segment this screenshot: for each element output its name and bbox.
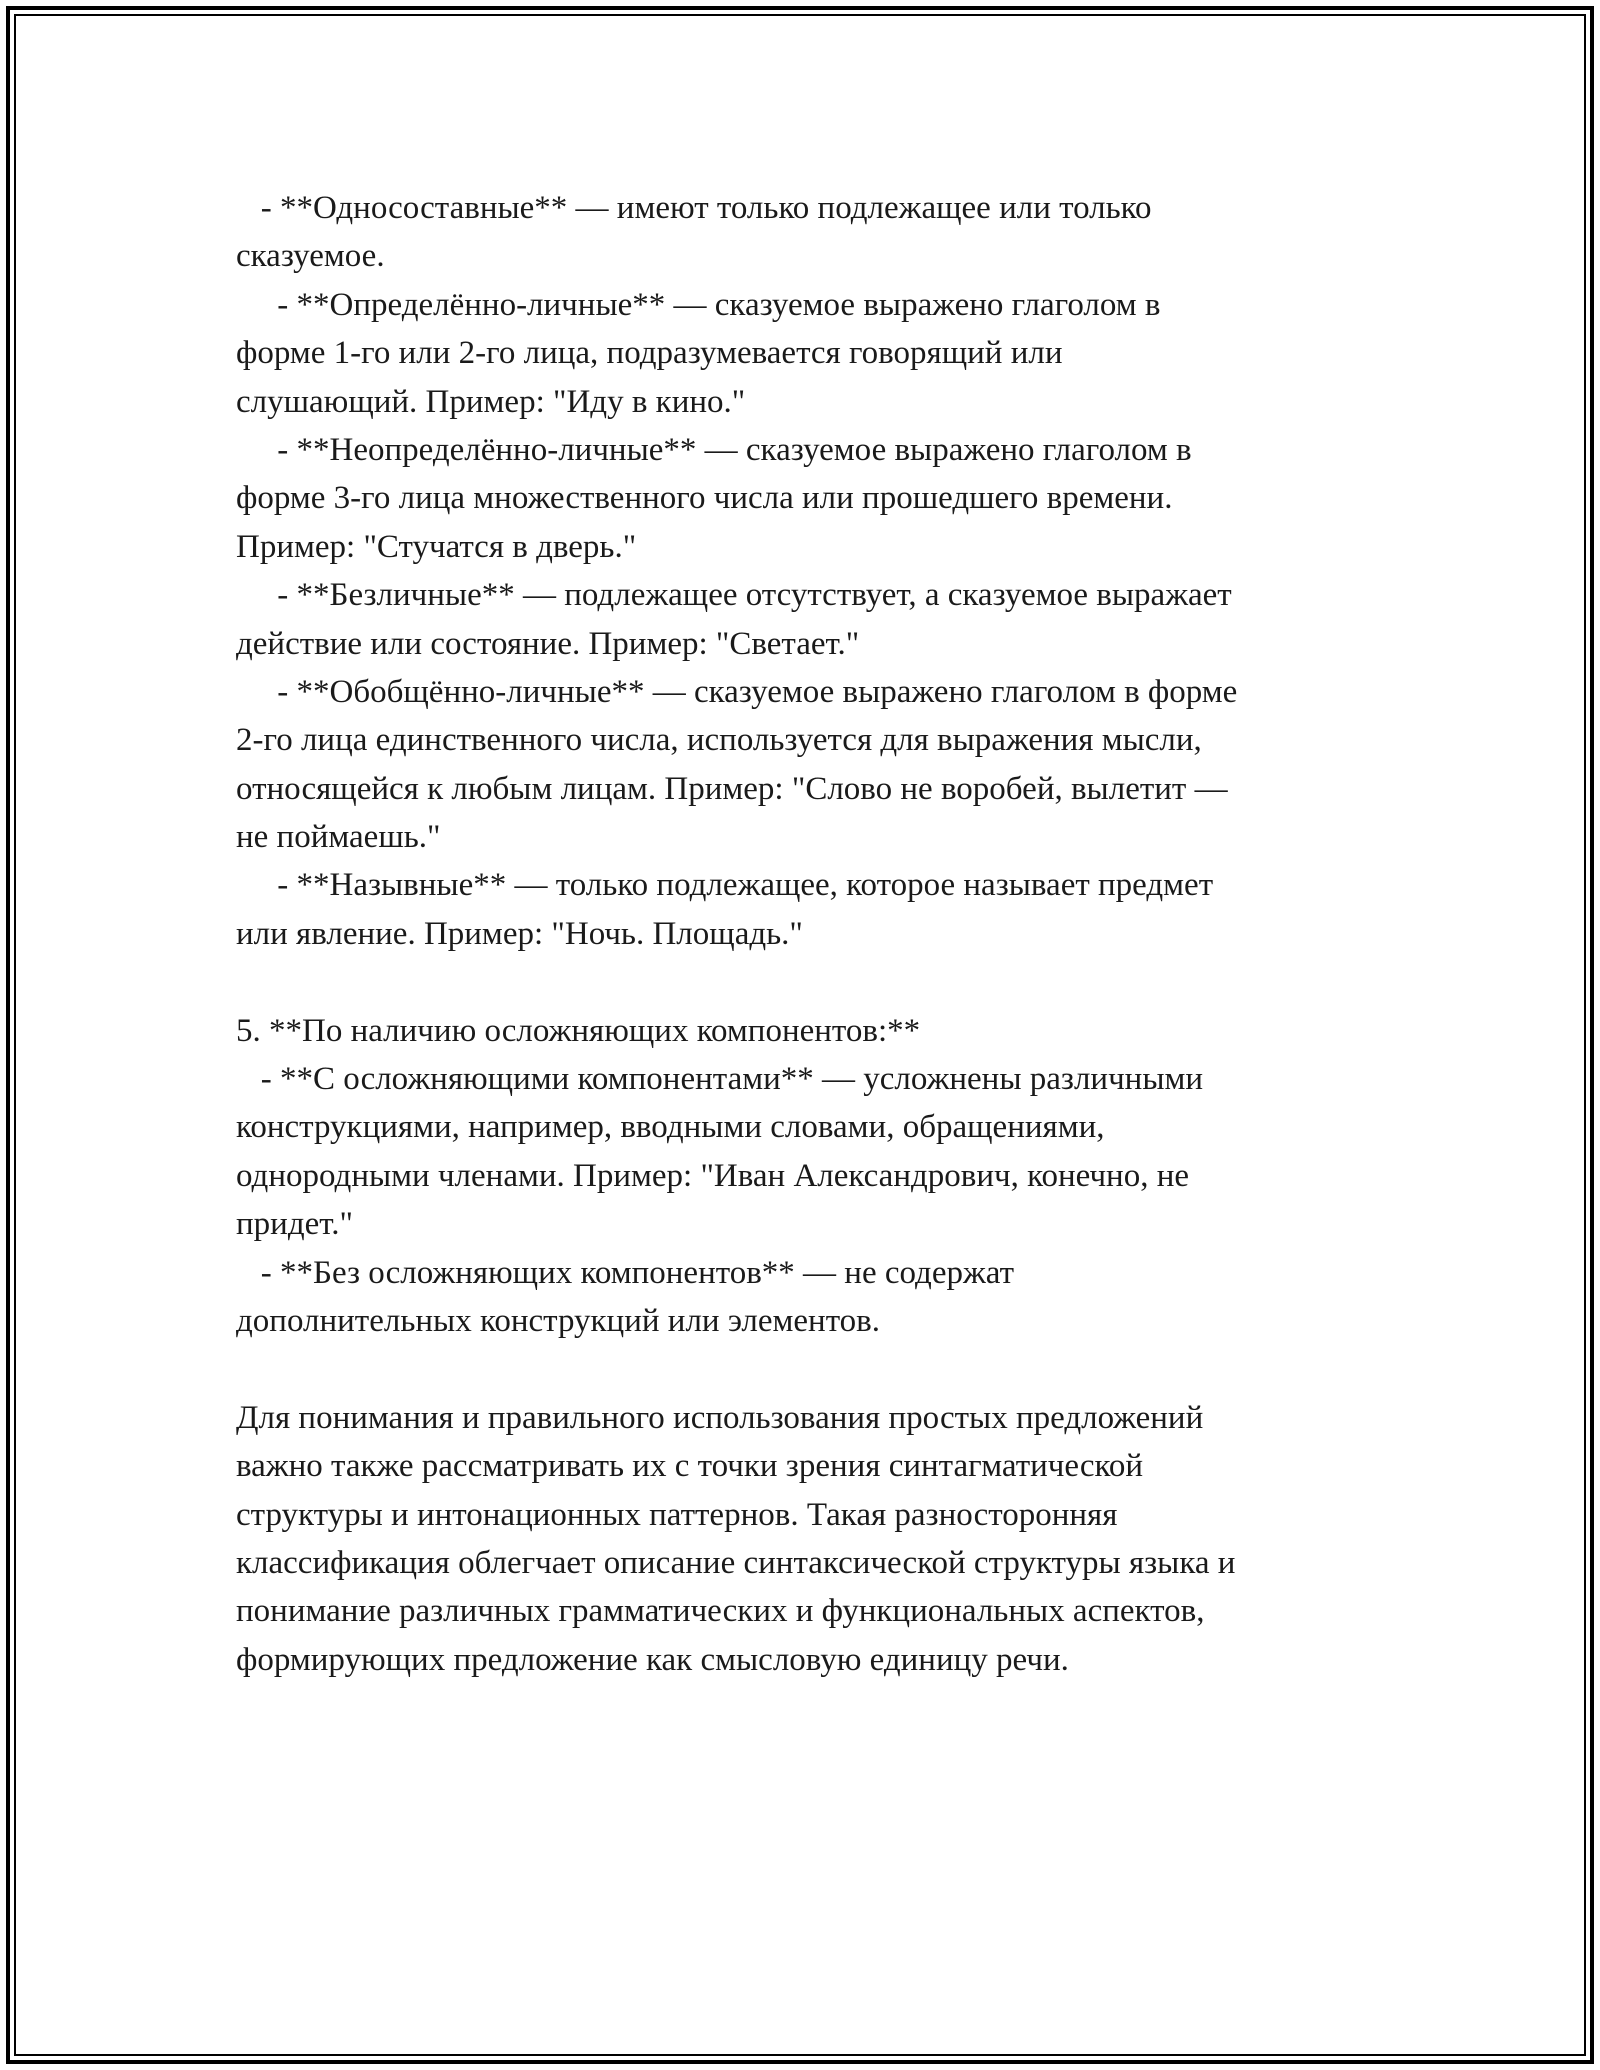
text-line: слушающий. Пример: "Иду в кино." xyxy=(236,383,746,420)
text-line: - **Неопределённо-личные** — сказуемое выражено глаголом в xyxy=(236,431,1192,468)
text-line: или явление. Пример: "Ночь. Площадь." xyxy=(236,915,803,952)
text-line: Для понимания и правильного использования простых предложений xyxy=(236,1399,1204,1436)
blank-line xyxy=(236,1345,1376,1393)
text-line: - **Обобщённо-личные** — сказуемое выражено глаголом в форме xyxy=(236,673,1238,710)
list-item-bezlichnye xyxy=(236,571,1376,668)
list-item-s-oslozhnyayushchimi xyxy=(236,1055,1376,1249)
text-line: важно также рассматривать их с точки зрения синтагматической xyxy=(236,1448,1144,1485)
text-line: понимание различных грамматических и функциональных аспектов, xyxy=(236,1593,1205,1630)
text-line: сказуемое. xyxy=(236,238,385,275)
text-line: 2-го лица единственного числа, используется для выражения мысли, xyxy=(236,722,1202,759)
text-line: - **Назывные** — только подлежащее, которое называет предмет xyxy=(236,867,1214,904)
section-5 xyxy=(236,1007,1376,1346)
text-line: - **Без осложняющих компонентов** — не содержат xyxy=(236,1254,1015,1291)
list-item-bez-oslozhnyayushchikh xyxy=(236,1249,1376,1346)
text-line: не поймаешь." xyxy=(236,819,441,856)
section-heading: 5. **По наличию осложняющих компонентов:** xyxy=(236,1012,921,1049)
text-line: дополнительных конструкций или элементов. xyxy=(236,1302,881,1339)
list-item-obobshchenno-lichnye xyxy=(236,668,1376,862)
text-line: относящейся к любым лицам. Пример: "Слово не воробей, вылетит — xyxy=(236,770,1228,807)
text-line: формирующих предложение как смысловую единицу речи. xyxy=(236,1641,1069,1678)
text-line: структуры и интонационных паттернов. Такая разносторонняя xyxy=(236,1496,1118,1533)
list-item-odnosostavnye xyxy=(236,184,1376,281)
text-line: форме 3-го лица множественного числа или прошедшего времени. xyxy=(236,480,1173,517)
document-body xyxy=(236,184,1376,1684)
text-line: - **С осложняющими компонентами** — усложнены различными xyxy=(236,1061,1204,1098)
text-line: однородными членами. Пример: "Иван Александрович, конечно, не xyxy=(236,1157,1190,1194)
list-item-nazyvnye xyxy=(236,861,1376,958)
blank-line xyxy=(236,958,1376,1006)
text-line: - **Односоставные** — имеют только подлежащее или только xyxy=(236,190,1152,226)
text-line: классификация облегчает описание синтаксической структуры языка и xyxy=(236,1544,1236,1581)
text-line: - **Безличные** — подлежащее отсутствует, а сказуемое выражает xyxy=(236,577,1232,614)
conclusion-paragraph xyxy=(236,1394,1376,1684)
list-item-neopredelenno-lichnye xyxy=(236,426,1376,571)
text-line: конструкциями, например, вводными словами, обращениями, xyxy=(236,1109,1105,1146)
list-item-opredelenno-lichnye xyxy=(236,281,1376,426)
text-line: форме 1-го или 2-го лица, подразумевается говорящий или xyxy=(236,335,1063,372)
text-line: - **Определённо-личные** — сказуемое выражено глаголом в xyxy=(236,286,1161,323)
text-line: Пример: "Стучатся в дверь." xyxy=(236,528,637,565)
text-line: действие или состояние. Пример: "Светает." xyxy=(236,625,860,662)
text-line: придет." xyxy=(236,1206,353,1243)
